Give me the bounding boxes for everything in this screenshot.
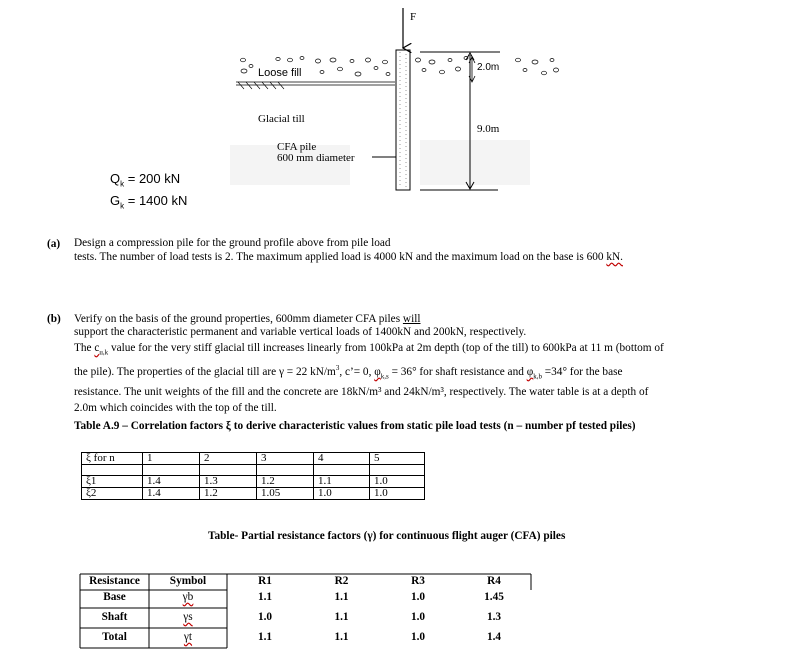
table-cell: 3 [257,453,314,465]
table-cell: 1.0 [410,591,426,603]
load-gk-symbol: G [110,193,121,208]
part-b-l1-text: Verify on the basis of the ground properties, 600mm diameter CFA piles [74,313,403,325]
table-cell: ξ for n [82,453,143,465]
table-cell: 1.0 [257,611,273,623]
part-a-line1: Design a compression pile for the ground profile above from pile load [74,237,391,249]
part-b-text [74,311,794,416]
glacial-till-label: Glacial till [258,113,305,125]
table-cell: 1 [143,453,200,465]
table-cell: R3 [411,575,425,587]
table-cell: 1.1 [334,591,349,603]
pile-label-line1: CFA pile [277,141,317,153]
part-b-label: (b) [47,313,61,325]
part-a-line2-main: tests. The number of load tests is 2. The maximum applied load is 4000 kN and the maximum load on the base is 600 [74,251,607,263]
table-cell: ξ1 [82,476,143,488]
part-b-line6: 2.0m which coincides with the top of the till. [74,402,277,415]
table-cell: Base [103,591,126,603]
table-row [80,631,532,651]
part-b-l3-a: The [74,342,95,354]
load-gk-sub: k [120,201,125,211]
part-b-l1-will: will [402,313,421,325]
part-a-line2-unit: kN. [606,251,623,263]
symbol-gamma-t: γt [183,631,193,643]
pile-label-line2: 600 mm diameter [277,152,355,164]
table-cell: Symbol [169,575,207,587]
part-b-line5: resistance. The unit weights of the fill and the concrete are 18kN/m³ and 24kN/m³, respectively. The water table is at a depth of [74,386,649,399]
part-a-label: (a) [47,238,61,250]
partial-factors-table [80,575,532,651]
table-cell: 1.0 [370,476,425,488]
table-row [80,611,532,631]
part-b-l4-c: , c’= 0, [339,366,375,379]
correlation-table [81,452,425,500]
table-row [82,488,425,500]
part-b-l4-sup: 3 [335,364,340,373]
table-cell: 1.0 [370,488,425,500]
part-b-line4 [74,360,794,384]
table-row [80,575,532,591]
table-cell: 1.3 [200,476,257,488]
table-cell: 1.2 [257,476,314,488]
table-cell: 1.4 [486,631,502,643]
table-partial-title: Table- Partial resistance factors (γ) for continuous flight auger (CFA) piles [208,530,566,542]
part-b-l4-i: =34° for the base [541,366,623,379]
table-cell: 1.1 [314,476,370,488]
pile-depth-label: 9.0m [477,123,500,135]
pile-label [277,142,355,164]
symbol-gamma-s: γs [183,611,193,623]
load-qk-value: = 200 kN [124,171,181,186]
table-cell: R2 [334,575,349,587]
table-cell: 1.0 [314,488,370,500]
table-cell: 2 [200,453,257,465]
table-cell: Shaft [101,611,128,623]
table-cell [149,611,227,631]
table-cell: 1.2 [200,488,257,500]
table-cell: R1 [258,575,272,587]
part-b-l4-phis [374,366,389,381]
table-cell: 1.1 [257,631,273,643]
load-gk [110,193,187,211]
table-a9-title: Table A.9 – Correlation factors ξ to derive characteristic values from static pile load tests (n – number pf tested piles) [74,420,636,432]
table-cell: 1.4 [143,488,200,500]
part-a-text [74,236,794,264]
part-b-l4-phi1: φ [374,366,381,379]
part-b-l4-f: = 36° for shaft resistance and [388,366,527,379]
load-qk-symbol: Q [110,171,121,186]
part-b-l3-cu [94,342,109,357]
part-b-l4-ks: k,s [380,372,389,381]
table-cell: 5 [370,453,425,465]
table-cell: 1.0 [410,611,426,623]
table-row [80,591,532,611]
part-b-l3-c: c [94,342,100,354]
table-cell: 1.1 [334,611,349,623]
loose-fill-label: Loose fill [258,67,302,79]
table-cell: 4 [314,453,370,465]
table-cell: 1.4 [143,476,200,488]
part-b-l4-phi2: φ [526,366,534,379]
table-cell: 1.3 [486,611,502,623]
table-cell [149,631,227,651]
load-qk-sub: k [120,179,125,189]
table-cell [149,591,227,611]
table-cell: 1.1 [334,631,349,643]
table-cell [370,465,425,476]
part-b-l3-sub: u,k [99,348,109,357]
table-cell: Total [102,631,127,643]
symbol-gamma-b: γb [182,591,194,603]
table-row [82,476,425,488]
table-cell: R4 [487,575,501,587]
force-label: F [410,11,417,23]
load-qk [110,171,180,189]
table-cell [82,465,143,476]
table-row [82,465,425,476]
table-cell: 1.1 [257,591,273,603]
part-b-l4-phib [526,366,542,381]
table-cell: 1.05 [257,488,314,500]
table-cell: 1.45 [484,591,504,603]
table-cell [200,465,257,476]
table-cell [143,465,200,476]
table-cell: Resistance [89,575,140,587]
part-b-l4-a: the pile). The properties of the glacial till are γ = 22 kN/m [74,366,336,379]
table-cell: ξ2 [82,488,143,500]
part-b-line2: support the characteristic permanent and variable vertical loads of 1400kN and 200kN, respectively. [74,326,527,338]
table-cell: 1.0 [410,631,426,643]
loose-fill-depth: 2.0m [477,62,500,73]
part-b-l3-rest: value for the very stiff glacial till increases linearly from 100kPa at 2m depth (top of the till) to 600kPa at 11 m (bottom of [108,342,664,354]
part-b-l4-kb: k,b [533,372,542,381]
load-gk-value: = 1400 kN [124,193,188,208]
table-cell [314,465,370,476]
table-row [82,453,425,465]
part-a-line2 [74,250,794,264]
part-b-line3 [74,340,794,360]
table-cell [257,465,314,476]
